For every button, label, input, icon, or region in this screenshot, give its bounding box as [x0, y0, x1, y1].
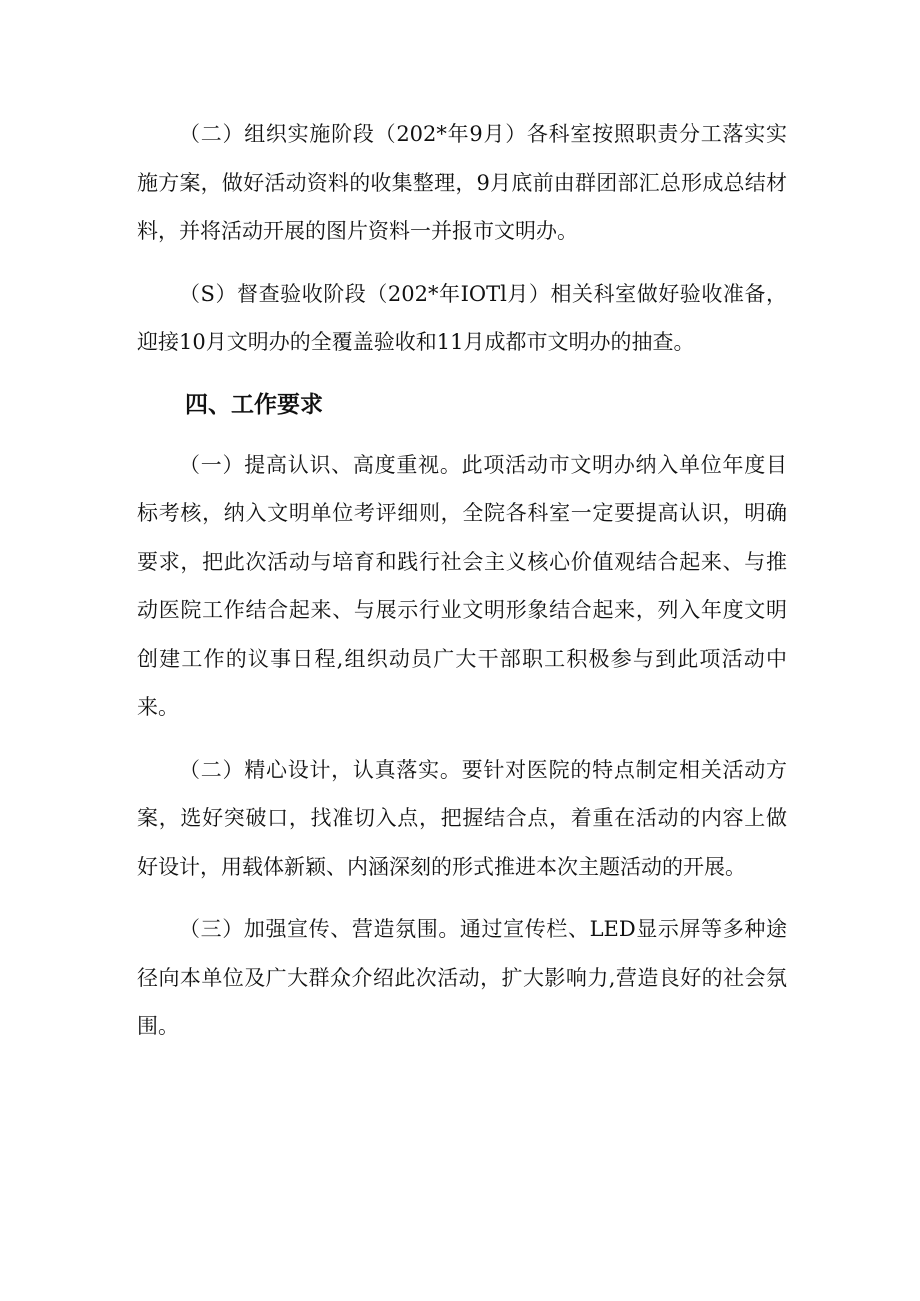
- paragraph-careful-design: （二）精心设计，认真落实。要针对医院的特点制定相关活动方案，选好突破口，找准切入点，把握结合点，着重在活动的内容上做好设计，用载体新颖、内涵深刻的形式推进本次主题活动的开展。: [137, 757, 787, 879]
- paragraph-raise-awareness: （一）提高认识、高度重视。此项活动市文明办纳入单位年度目标考核，纳入文明单位考评细则，全院各科室一定要提高认识，明确要求，把此次活动与培育和践行社会主义核心价值观结合起来、与推动医院工作结合起来、与展示行业文明形象结合起来，列入年度文明创建工作的议事日程,组织动员广大干部职工积极参与到此项活动中来。: [137, 452, 787, 719]
- paragraph-implementation-stage: （二）组织实施阶段（202*年9月）各科室按照职责分工落实实施方案，做好活动资料的收集整理，9月底前由群团部汇总形成总结材料，并将活动开展的图片资料一并报市文明办。: [137, 122, 787, 243]
- section-heading-work-requirements: 四、工作要求: [185, 391, 323, 418]
- paragraph-inspection-stage: （S）督查验收阶段（202*年IOTl月）相关科室做好验收准备，迎接10月文明办的全覆盖验收和11月成都市文明办的抽查。: [137, 281, 787, 354]
- paragraph-publicity: （三）加强宣传、营造氛围。通过宣传栏、LED显示屏等多种途径向本单位及广大群众介绍此次活动，扩大影响力,营造良好的社会氛围。: [137, 917, 787, 1038]
- document-page: [137, 110, 787, 1051]
